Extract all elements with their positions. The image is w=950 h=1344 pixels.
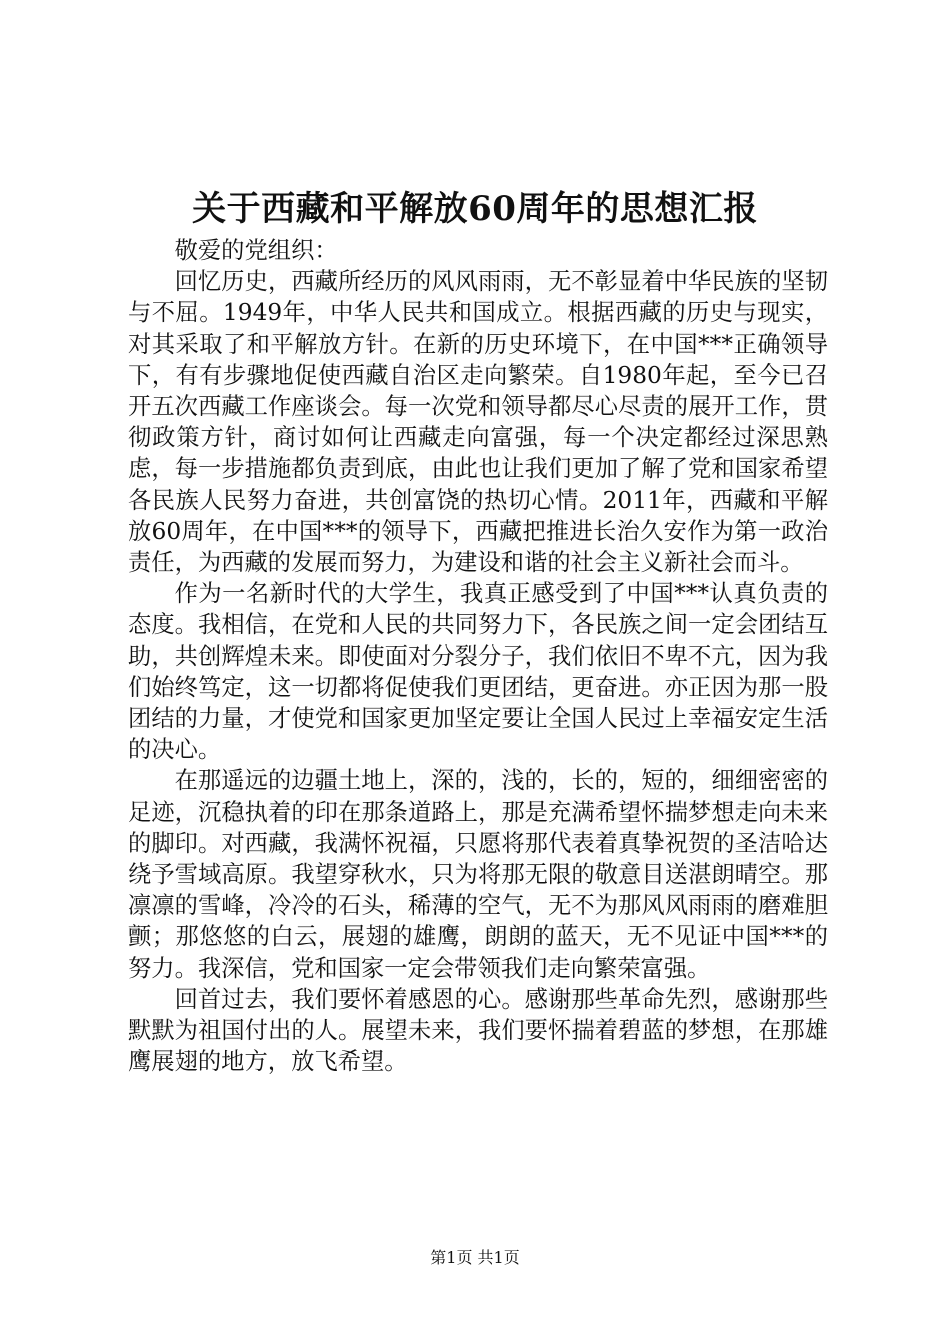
paragraph: 作为一名新时代的大学生，我真正感受到了中国***认真负责的态度。我相信，在党和人民的共同努力下，各民族之间一定会团结互助，共创辉煌未来。即使面对分裂分子，我们依旧不卑不亢，因为我们始终笃定，这一切都将促使我们更团结，更奋进。亦正因为那一股团结的力量，才使党和国家更加坚定要让全国人民过上幸福安定生活的决心。 [128, 580, 828, 764]
document-title: 关于西藏和平解放60周年的思想汇报 [192, 189, 758, 229]
document-body [128, 235, 828, 1077]
page-number: 第1页 共1页 [430, 1248, 520, 1267]
page-footer [0, 1246, 950, 1270]
paragraph: 在那遥远的边疆土地上，深的，浅的，长的，短的，细细密密的足迹，沉稳执着的印在那条道路上，那是充满希望怀揣梦想走向未来的脚印。对西藏，我满怀祝福，只愿将那代表着真挚祝贺的圣洁哈达绕予雪域高原。我望穿秋水，只为将那无限的敬意目送湛朗晴空。那凛凛的雪峰，冷冷的石头，稀薄的空气，无不为那风风雨雨的磨难胆颤；那悠悠的白云，展翅的雄鹰，朗朗的蓝天，无不见证中国***的努力。我深信，党和国家一定会带领我们走向繁荣富强。 [128, 767, 828, 982]
salutation: 敬爱的党组织： [174, 237, 338, 264]
paragraph: 回忆历史，西藏所经历的风风雨雨，无不彰显着中华民族的坚韧与不屈。1949年，中华人民共和国成立。根据西藏的历史与现实，对其采取了和平解放方针。在新的历史环境下，在中国***正确领导下，有有步骤地促使西藏自治区走向繁荣。自1980年起，至今已召开五次西藏工作座谈会。每一次党和领导都尽心尽责的展开工作，贯彻政策方针，商讨如何让西藏走向富强，每一个决定都经过深思熟虑，每一步措施都负责到底，由此也让我们更加了解了党和国家希望各民族人民努力奋进，共创富饶的热切心情。2011年，西藏和平解放60周年，在中国***的领导下，西藏把推进长治久安作为第一政治责任，为西藏的发展而努力，为建设和谐的社会主义新社会而斗。 [128, 268, 828, 577]
paragraph: 回首过去，我们要怀着感恩的心。感谢那些革命先烈，感谢那些默默为祖国付出的人。展望未来，我们要怀揣着碧蓝的梦想，在那雄鹰展翅的地方，放飞希望。 [128, 985, 828, 1076]
